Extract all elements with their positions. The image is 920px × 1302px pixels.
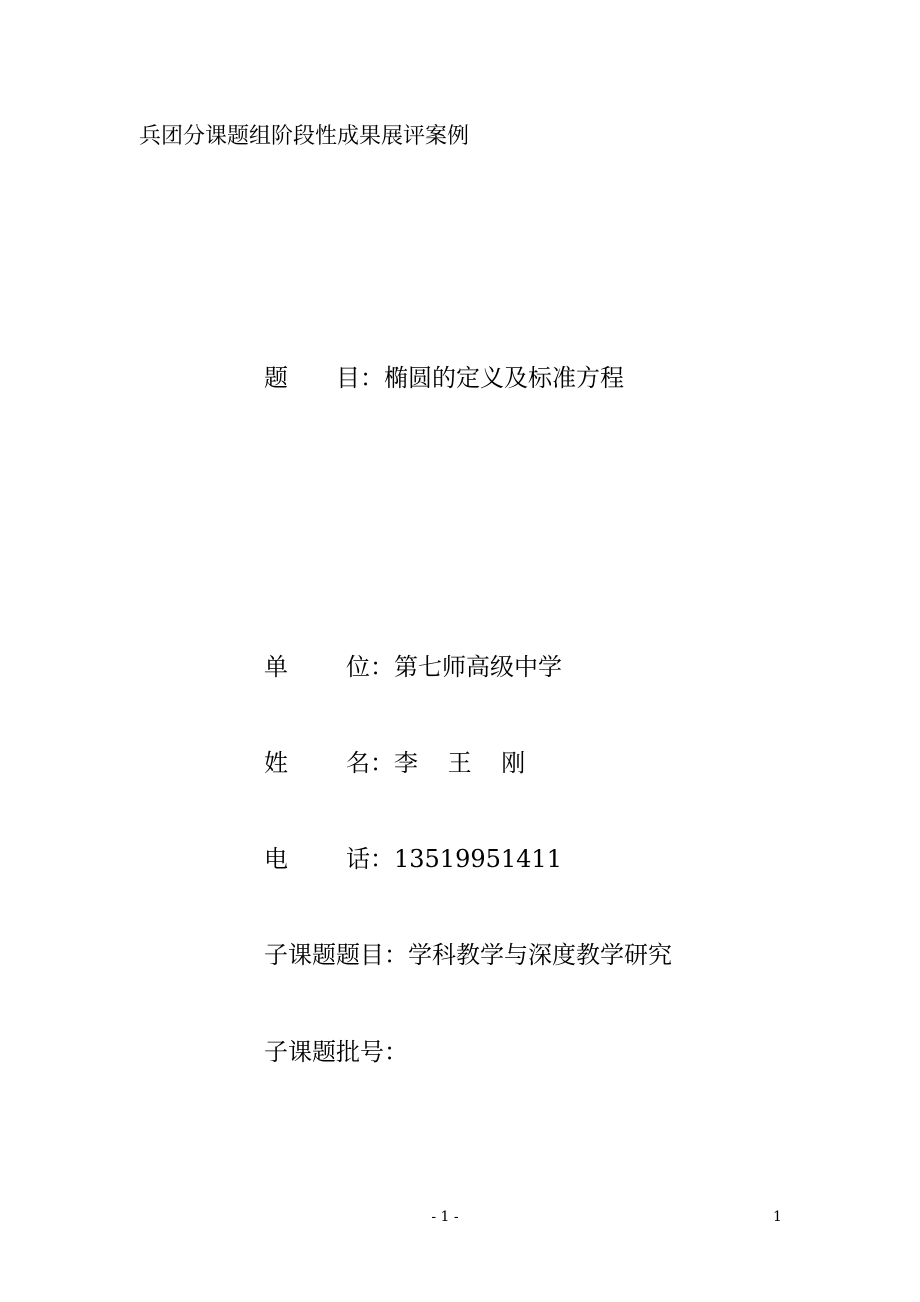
field-name-separator: ：	[370, 749, 394, 777]
field-subtopic-title-value: 学科教学与深度教学研究	[408, 941, 672, 969]
field-subtopic-batch-separator: ：	[384, 1038, 408, 1066]
field-subtopic-title-separator: ：	[384, 941, 408, 969]
field-subtopic-batch-label: 子课题批号	[264, 1038, 384, 1066]
field-title	[264, 362, 624, 394]
footer-page-index: 1	[773, 1209, 782, 1225]
field-subtopic-batch	[264, 1036, 408, 1068]
field-name-label-second: 名	[346, 749, 370, 777]
field-name-label-first: 姓	[264, 749, 288, 777]
field-name-value	[394, 747, 525, 779]
field-subtopic-title	[264, 939, 672, 971]
field-phone	[264, 843, 562, 875]
field-phone-value: 13519951411	[394, 845, 562, 873]
field-unit-separator: ：	[370, 653, 394, 681]
name-part-1: 李	[394, 749, 418, 777]
name-part-3: 刚	[501, 749, 526, 777]
field-unit-label-first: 单	[264, 653, 288, 681]
field-subtopic-title-label: 子课题题目	[264, 941, 384, 969]
field-phone-separator: ：	[370, 845, 394, 873]
field-title-label-first: 题	[264, 364, 288, 392]
field-title-value: 椭圆的定义及标准方程	[384, 364, 624, 392]
field-unit-label-second: 位	[346, 653, 370, 681]
footer-page-number: - 1 -	[431, 1209, 459, 1225]
field-title-separator: ：	[360, 364, 384, 392]
field-unit-value: 第七师高级中学	[394, 653, 562, 681]
document-header-title: 兵团分课题组阶段性成果展评案例	[139, 124, 470, 149]
field-title-label-second: 目	[336, 364, 360, 392]
name-part-2: 王	[447, 749, 472, 777]
field-phone-label-second: 话	[346, 845, 370, 873]
field-phone-label-first: 电	[264, 845, 288, 873]
field-name	[264, 747, 525, 779]
field-unit	[264, 651, 562, 683]
